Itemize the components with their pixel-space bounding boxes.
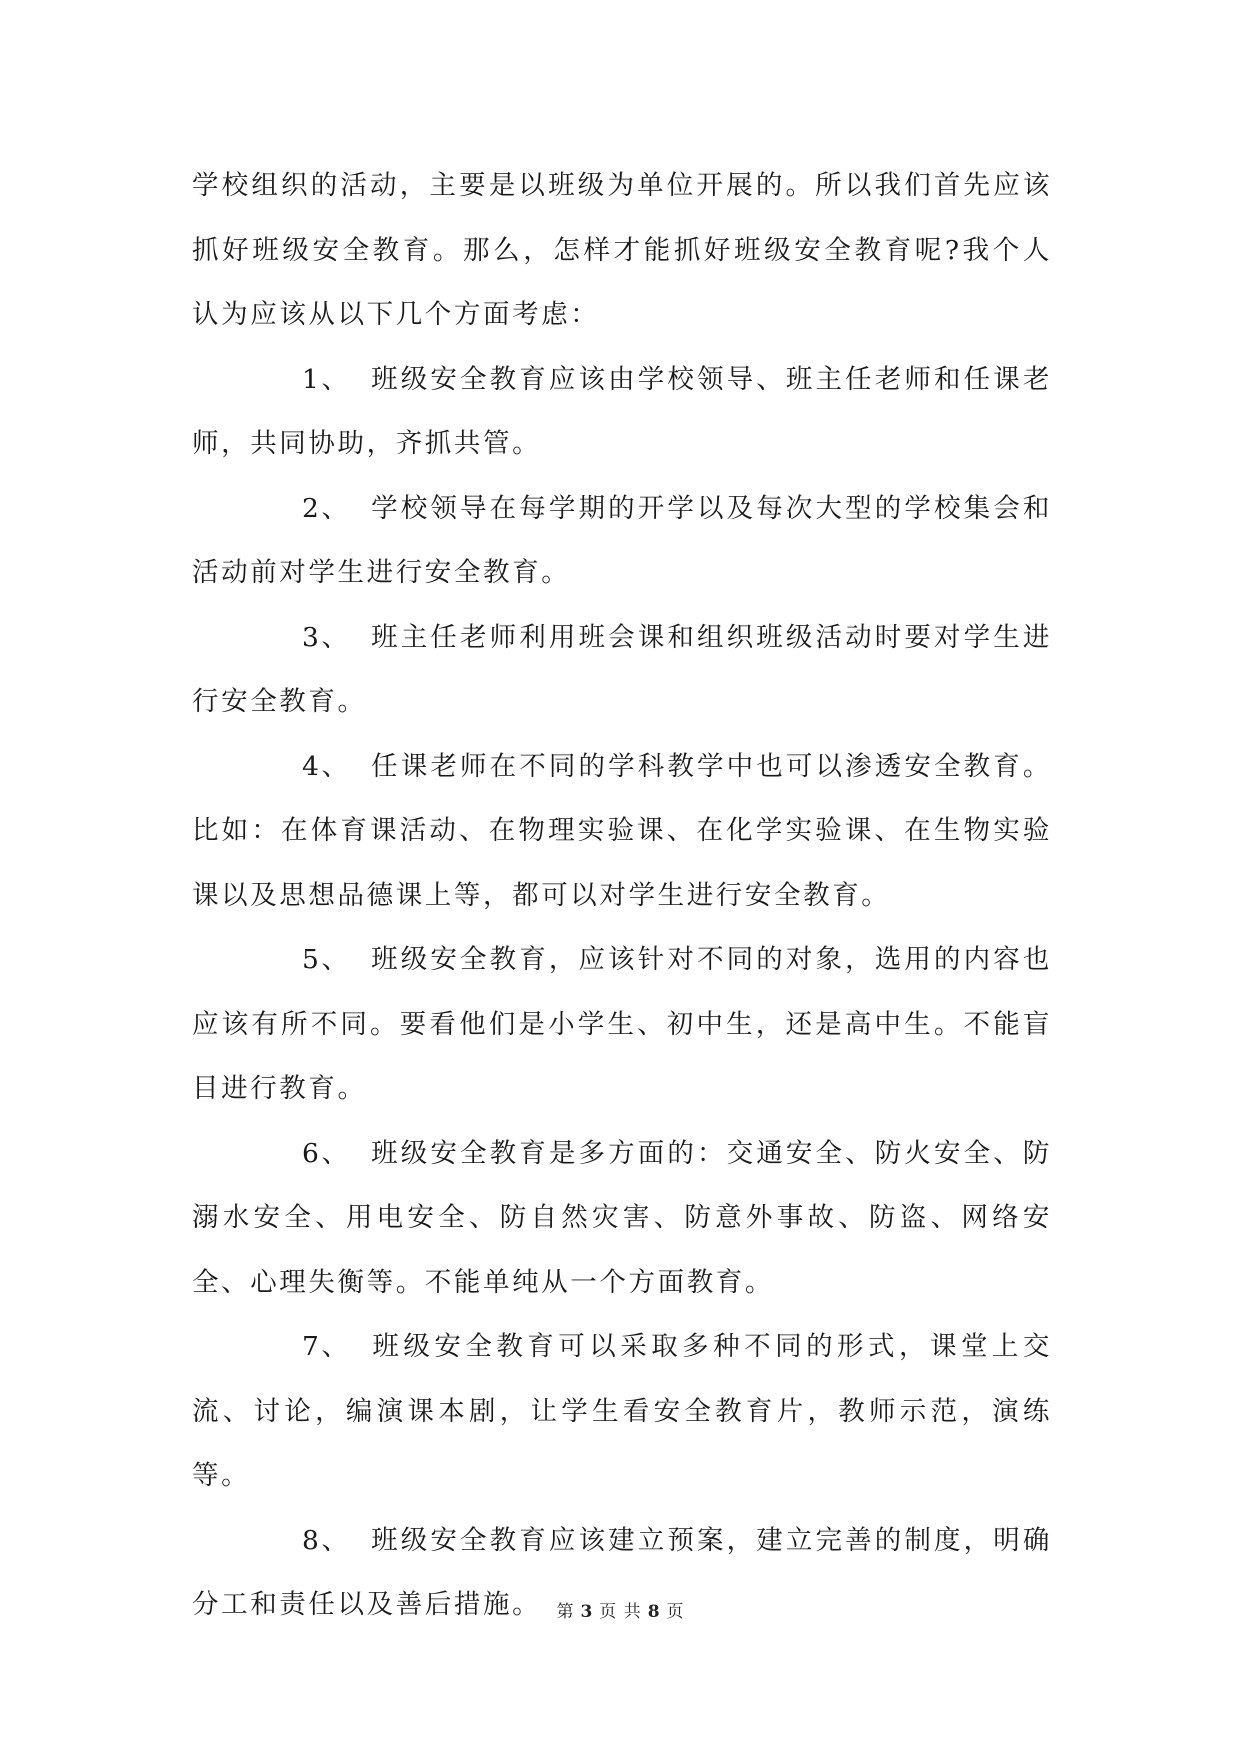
item-number: 4、	[302, 750, 351, 782]
footer-suffix: 页	[666, 1602, 685, 1622]
item-number: 8、	[302, 1524, 351, 1556]
list-item-2	[192, 477, 1052, 606]
item-text: 班级安全教育，应该针对不同的对象，选用的内容也应该有所不同。要看他们是小学生、初中生，还是高中生。不能盲目进行教育。	[192, 944, 1052, 1104]
list-item-1	[192, 348, 1052, 477]
current-page-number: 3	[580, 1602, 594, 1622]
intro-paragraph: 学校组织的活动，主要是以班级为单位开展的。所以我们首先应该抓好班级安全教育。那么，怎样才能抓好班级安全教育呢?我个人认为应该从以下几个方面考虑：	[192, 170, 1052, 330]
item-text: 任课老师在不同的学科教学中也可以渗透安全教育。比如：在体育课活动、在物理实验课、在化学实验课、在生物实验课以及思想品德课上等，都可以对学生进行安全教育。	[192, 750, 1052, 911]
footer-prefix: 第	[556, 1602, 575, 1622]
list-item-6	[192, 1122, 1052, 1316]
item-text: 班主任老师利用班会课和组织班级活动时要对学生进行安全教育。	[192, 621, 1052, 717]
item-number: 3、	[302, 621, 351, 653]
list-item-4	[192, 735, 1052, 929]
page-footer	[0, 1597, 1241, 1622]
list-item-5	[192, 928, 1052, 1122]
item-number: 5、	[302, 944, 351, 975]
footer-middle: 页 共	[599, 1602, 642, 1622]
item-number: 7、	[302, 1331, 351, 1362]
item-text: 班级安全教育是多方面的：交通安全、防火安全、防溺水安全、用电安全、防自然灾害、防意外事故、防盗、网络安全、心理失衡等。不能单纯从一个方面教育。	[192, 1137, 1052, 1298]
total-page-number: 8	[647, 1602, 661, 1622]
item-number: 1、	[302, 363, 351, 395]
item-text: 班级安全教育应该由学校领导、班主任老师和任课老师，共同协助，齐抓共管。	[192, 363, 1052, 459]
item-text: 班级安全教育应该建立预案，建立完善的制度，明确分工和责任以及善后措施。	[192, 1524, 1052, 1620]
document-body	[192, 154, 1052, 1638]
item-text: 班级安全教育可以采取多种不同的形式，课堂上交流、讨论，编演课本剧，让学生看安全教育片，教师示范，演练等。	[192, 1331, 1052, 1491]
item-number: 6、	[302, 1137, 351, 1169]
item-number: 2、	[302, 492, 351, 524]
list-item-7	[192, 1315, 1052, 1509]
list-item-3	[192, 606, 1052, 735]
item-text: 学校领导在每学期的开学以及每次大型的学校集会和活动前对学生进行安全教育。	[192, 492, 1052, 588]
